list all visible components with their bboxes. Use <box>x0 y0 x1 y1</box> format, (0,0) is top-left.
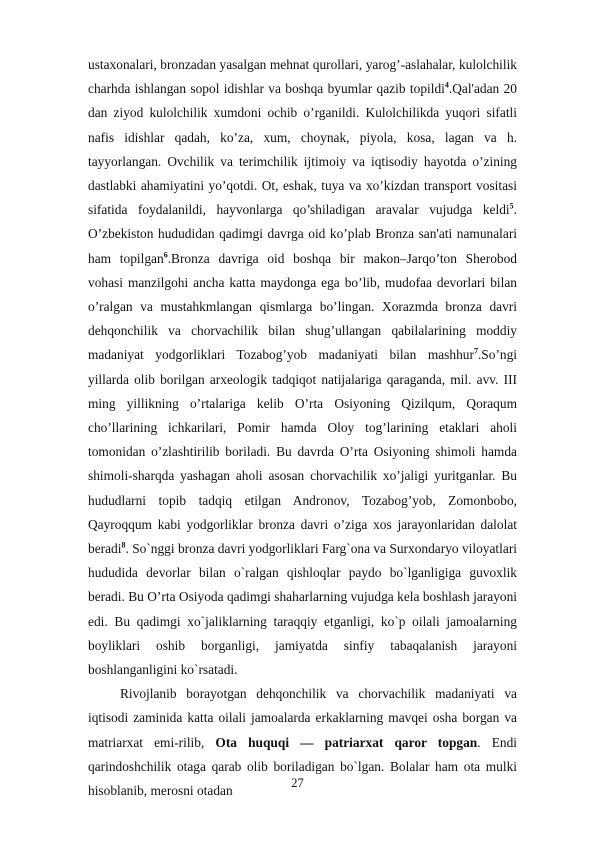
footnote-ref-6[interactable]: 6 <box>163 250 168 260</box>
paragraph-1-text-5: .So’ngi yillarda olib borilgan arxeologik tadqiqot natijalariga qaraganda, mil. avv. III ming yillikning o’rtalariga kelib O’rta Osiyoning Qizilqum, Qoraqum cho’llarining ichkarilari, Pomir hamda Oloy tog’larining etaklari aholi tomonidan o’zlashtirilib boriladi. Bu davrda O’rta Osiyoning shimoli hamda shimoli-sharqda yashagan aholi asosan chorvachilik xo’jaligi yuritganlar. Bu hududlarni topib tadqiq etilgan Andronov, Tozabog’yob, Zomonbobo, Qayroqqum kabi yodgorliklar bronza davri o’ziga xos jarayonlaridan dalolat beradi <box>88 347 517 557</box>
footnote-ref-7[interactable]: 7 <box>473 346 478 356</box>
paragraph-2-text-2: . Endi qarindoshchilik otaga qarab olib boriladigan bo`lgan. Bolalar ham ota mulki hisoblanib, merosni otadan <box>88 734 517 799</box>
paragraph-1-text-2: .Qal'adan 20 dan ziyod kulolchilik xumdoni ochib o’rganildi. Kulolchilikda yuqori sifatli nafis idishlar qadah, ko’za, xum, choynak, piyola, kosa, lagan va h. tayyorlangan. Ovchilik va terimchilik ijtimoiy va iqtisodiy hayotda o’zining dastlabki ahamiyatini yo’qotdi. Ot, eshak, tuya va xo’kizdan transport vositasi sifatida foydalanildi, hayvonlarga qo’shiladigan aravalar vujudga keldi <box>88 81 517 218</box>
body-paragraph-1 <box>88 53 517 682</box>
paragraph-1-text-3: . O’zbekiston hududidan qadimgi davrga oid ko’plab Bronza san'ati namunalari ham topilgan <box>88 202 517 266</box>
paragraph-2-text-1: Rivojlanib borayotgan dehqonchilik va chorvachilik madaniyati va iqtisodi zaminida katta oilali jamoalarda erkaklarning mavqei osha borgan va matriarxat emi-rilib, <box>88 686 517 750</box>
footnote-ref-8[interactable]: 8 <box>121 540 126 550</box>
page-number: 27 <box>291 776 304 790</box>
emphasis-patriarchy: Ota huquqi — patriarxat qaror topgan <box>215 734 478 750</box>
paragraph-1-text-6: . So`nggi bronza davri yodgorliklari Farg`ona va Surxondaryo viloyatlari hududida devorlar bilan o`ralgan qishloqlar paydo bo`lganligiga guvoxlik beradi. Bu O’rta Osiyoda qadimgi shaharlarning vujudga kela boshlash jarayoni edi. Bu qadimgi xo`jaliklarning taraqqiy etganligi, ko`p oilali jamoalarning boyliklari oshib borganligi, jamiyatda sinfiy tabaqalanish jarayoni boshlanganligini ko`rsatadi. <box>88 541 517 678</box>
document-page <box>88 53 517 803</box>
footnote-ref-4[interactable]: 4 <box>444 80 449 90</box>
footnote-ref-5[interactable]: 5 <box>509 201 514 211</box>
paragraph-1-text-1: ustaxonalari, bronzadan yasalgan mehnat qurollari, yarog’-aslahalar, kulolchilik charhda ishlangan sopol idishlar va boshqa byumlar qazib topildi <box>88 57 517 97</box>
paragraph-1-text-4: .Bronza davriga oid boshqa bir makon–Jarqo’ton Sherobod vohasi manzilgohi ancha katta maydonga ega bo’lib, mudofaa devorlari bilan o’ralgan va mustahkmlangan qismlarga bo’lingan. Xorazmda bronza davri dehqonchilik va chorvachilik bilan shug’ullangan qabilalarining moddiy madaniyat yodgorliklari Tozabog’yob madaniyati bilan mashhur <box>88 250 517 363</box>
